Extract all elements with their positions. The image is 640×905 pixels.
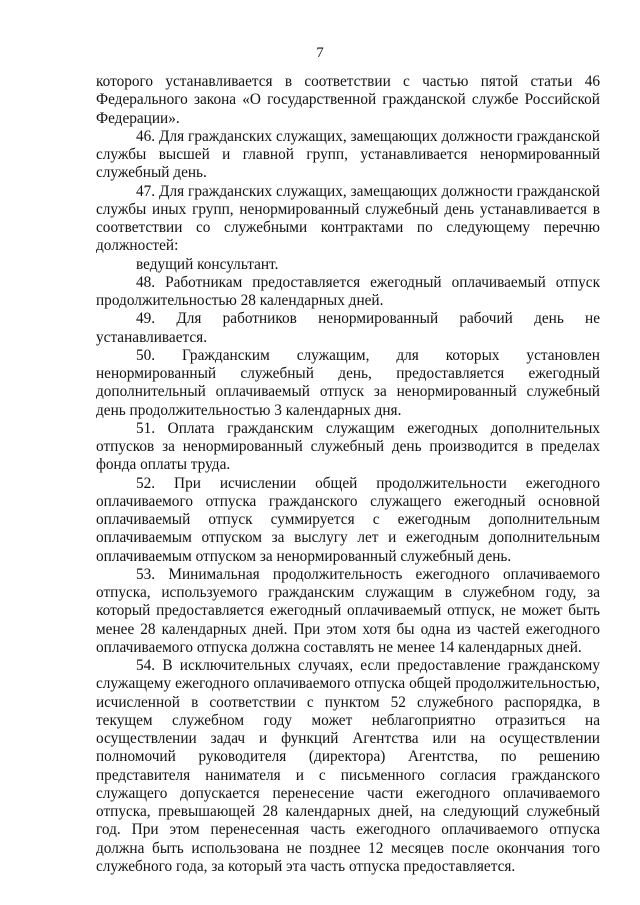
paragraph-continuation: которого устанавливается в соответствии с частью пятой статьи 46 Федерального закона «О государственной гражданской службе Российской Федерации». (96, 73, 600, 127)
paragraph-47: 47. Для гражданских служащих, замещающих должности гражданской службы иных групп, ненормированный служебный день устанавливается в соответствии со служебными контрактами по следующему перечню должностей: (96, 182, 600, 255)
paragraph-50: 50. Гражданским служащим, для которых установлен ненормированный служебный день, предоставляется ежегодный дополнительный оплачиваемый отпуск за ненормированный служебный день продолжительностью 3 календарных дня. (96, 346, 600, 419)
page-number: 7 (316, 45, 324, 61)
paragraph-49: 49. Для работников ненормированный рабочий день не устанавливается. (96, 310, 600, 346)
paragraph-48: 48. Работникам предоставляется ежегодный оплачиваемый отпуск продолжительностью 28 календарных дней. (96, 273, 600, 309)
position-list-item: ведущий консультант. (136, 255, 279, 273)
document-body (96, 73, 600, 876)
paragraph-52: 52. При исчислении общей продолжительности ежегодного оплачиваемого отпуска гражданского служащего ежегодный основной оплачиваемый отпуск суммируется с ежегодным дополнительным оплачиваемым отпуском за выслугу лет и ежегодным дополнительным оплачиваемым отпуском за ненормированный служебный день. (96, 474, 600, 565)
paragraph-54: 54. В исключительных случаях, если предоставление гражданскому служащему ежегодного оплачиваемого отпуска общей продолжительностью, исчисленной в соответствии с пунктом 52 служебного распорядка, в текущем служебном году может неблагоприятно отразиться на осуществлении задач и функций Агентства или на осуществлении полномочий руководителя (директора) Агентства, по решению представителя нанимателя и с письменного согласия гражданского служащего допускается перенесение части ежегодного оплачиваемого отпуска, превышающей 28 календарных дней, на следующий служебный год. При этом перенесенная часть ежегодного оплачиваемого отпуска должна быть использована не позднее 12 месяцев после окончания того служебного года, за который эта часть отпуска предоставляется. (96, 657, 600, 875)
paragraph-51: 51. Оплата гражданским служащим ежегодных дополнительных отпусков за ненормированный служебный день производится в пределах фонда оплаты труда. (96, 419, 600, 474)
paragraph-53: 53. Минимальная продолжительность ежегодного оплачиваемого отпуска, используемого гражданским служащим в служебном году, за который предоставляется ежегодный оплачиваемый отпуск, не может быть менее 28 календарных дней. При этом хотя бы одна из частей ежегодного оплачиваемого отпуска должна составлять не менее 14 календарных дней. (96, 565, 600, 656)
paragraph-46: 46. Для гражданских служащих, замещающих должности гражданской службы высшей и главной групп, устанавливается ненормированный служебный день. (96, 127, 600, 182)
